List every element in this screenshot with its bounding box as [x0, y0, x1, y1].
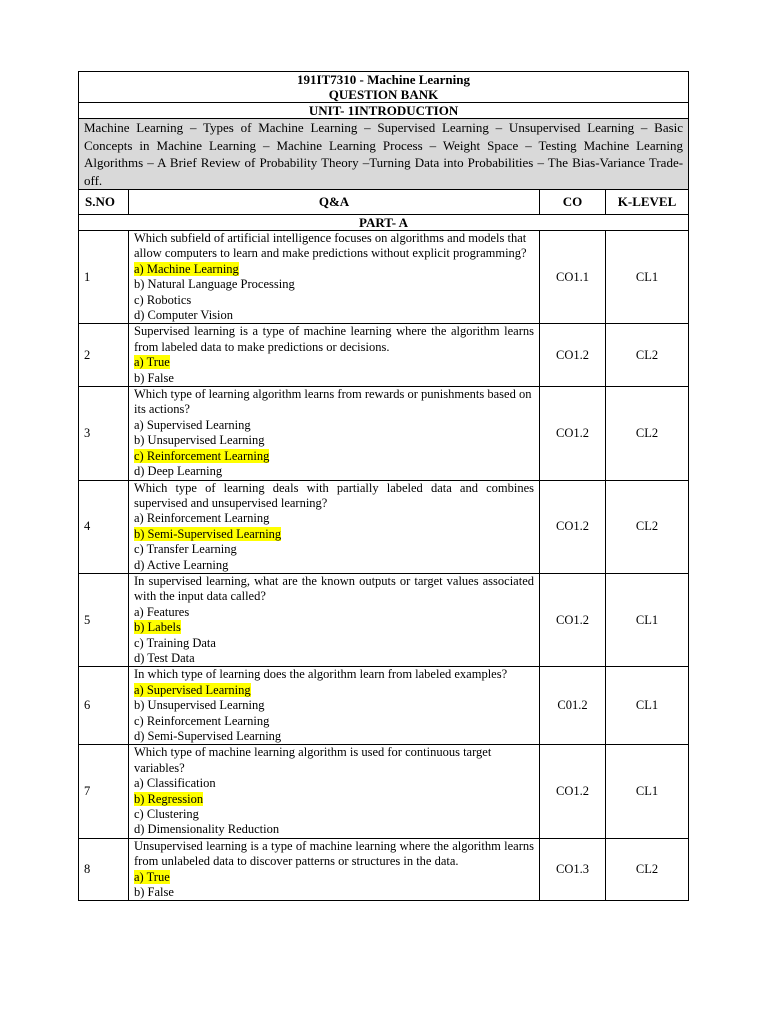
unit-topics: Machine Learning – Types of Machine Learning – Supervised Learning – Unsupervised Learning – Basic Concepts in Machine Learning – Machine Learning Process – Weight Space – Testing Machine Learning Algorithms – A Brief Review of Probability Theory –Turning Data into Probabilities – The Bias-Variance Trade-off. [79, 119, 689, 190]
answer-option [134, 729, 534, 744]
option-text: d) Test Data [134, 650, 195, 665]
option-text: a) True [134, 355, 170, 370]
title-row [79, 72, 689, 103]
option-text: c) Training Data [134, 635, 216, 650]
question-bank-title: QUESTION BANK [328, 87, 439, 102]
header-co: CO [540, 190, 606, 215]
answer-option [134, 807, 534, 822]
answer-option [134, 714, 534, 729]
knowledge-level: CL1 [606, 231, 689, 324]
answer-option [134, 822, 534, 837]
answer-option [134, 605, 534, 620]
course-outcome: CO1.1 [540, 231, 606, 324]
question-number: 2 [79, 324, 129, 387]
answer-option-correct [134, 683, 534, 698]
course-outcome: CO1.2 [540, 573, 606, 666]
question-number: 3 [79, 387, 129, 480]
question-row [79, 838, 689, 901]
answer-option-correct [134, 449, 534, 464]
knowledge-level: CL2 [606, 480, 689, 573]
answer-option [134, 371, 534, 386]
question-row [79, 480, 689, 573]
option-text: d) Deep Learning [134, 464, 223, 479]
answer-option [134, 308, 534, 323]
header-qa: Q&A [129, 190, 540, 215]
question-text: Which type of learning algorithm learns from rewards or punishments based on its actions? [134, 387, 532, 417]
answer-option-correct [134, 870, 534, 885]
question-text: In which type of learning does the algorithm learn from labeled examples? [134, 667, 508, 682]
question-cell [129, 573, 540, 666]
question-cell [129, 838, 540, 901]
option-text: d) Computer Vision [134, 308, 234, 323]
option-text: a) Classification [134, 776, 216, 791]
topics-row [79, 119, 689, 190]
answer-option-correct [134, 792, 534, 807]
option-text: b) Unsupervised Learning [134, 698, 265, 713]
question-row [79, 745, 689, 838]
course-outcome: CO1.2 [540, 480, 606, 573]
option-text: b) Regression [134, 791, 204, 806]
question-number: 5 [79, 573, 129, 666]
question-cell [129, 324, 540, 387]
part-title: PART- A [79, 215, 689, 231]
question-cell [129, 387, 540, 480]
course-outcome: CO1.2 [540, 324, 606, 387]
knowledge-level: CL1 [606, 745, 689, 838]
option-text: a) Reinforcement Learning [134, 511, 270, 526]
answer-option-correct [134, 262, 534, 277]
answer-option-correct [134, 355, 534, 370]
knowledge-level: CL2 [606, 324, 689, 387]
answer-option [134, 558, 534, 573]
answer-option [134, 698, 534, 713]
option-text: b) Natural Language Processing [134, 277, 295, 292]
option-text: b) Unsupervised Learning [134, 433, 265, 448]
question-text: Which type of learning deals with partially labeled data and combines supervised and unsupervised learning? [134, 480, 534, 510]
option-text: d) Dimensionality Reduction [134, 822, 280, 837]
option-text: b) False [134, 370, 174, 385]
answer-option [134, 636, 534, 651]
question-text: Which subfield of artificial intelligence focuses on algorithms and models that allow computers to learn and make predictions without explicit programming? [134, 231, 527, 261]
question-number: 8 [79, 838, 129, 901]
answer-option [134, 542, 534, 557]
option-text: a) Supervised Learning [134, 682, 251, 697]
column-header-row [79, 190, 689, 215]
question-number: 7 [79, 745, 129, 838]
option-text: c) Reinforcement Learning [134, 713, 270, 728]
knowledge-level: CL1 [606, 667, 689, 745]
answer-option [134, 464, 534, 479]
option-text: c) Robotics [134, 292, 192, 307]
question-row [79, 231, 689, 324]
option-text: b) Semi-Supervised Learning [134, 526, 282, 541]
knowledge-level: CL1 [606, 573, 689, 666]
course-title: 191IT7310 - Machine Learning [297, 72, 471, 87]
knowledge-level: CL2 [606, 387, 689, 480]
part-row [79, 215, 689, 231]
question-row [79, 387, 689, 480]
question-cell [129, 231, 540, 324]
question-text: Which type of machine learning algorithm is used for continuous target variables? [134, 745, 492, 775]
option-text: b) False [134, 885, 174, 900]
option-text: a) Supervised Learning [134, 417, 251, 432]
answer-option [134, 418, 534, 433]
answer-option [134, 277, 534, 292]
question-text: Unsupervised learning is a type of machine learning where the algorithm learns from unlabeled data to discover patterns or structures in the data. [134, 838, 534, 869]
option-text: b) Labels [134, 620, 181, 635]
question-number: 6 [79, 667, 129, 745]
question-row [79, 667, 689, 745]
answer-option [134, 433, 534, 448]
question-text: Supervised learning is a type of machine learning where the algorithm learns from labeled data to make predictions or decisions. [134, 324, 534, 354]
option-text: a) Machine Learning [134, 261, 239, 276]
course-outcome: CO1.2 [540, 745, 606, 838]
question-bank-table [78, 71, 689, 901]
course-outcome: C01.2 [540, 667, 606, 745]
option-text: c) Reinforcement Learning [134, 448, 270, 463]
unit-title: UNIT- 1INTRODUCTION [79, 103, 689, 119]
answer-option [134, 885, 534, 900]
option-text: d) Semi-Supervised Learning [134, 729, 282, 743]
option-text: a) True [134, 869, 170, 884]
question-cell [129, 745, 540, 838]
option-text: d) Active Learning [134, 557, 229, 572]
option-text: c) Clustering [134, 807, 199, 822]
option-text: c) Transfer Learning [134, 542, 237, 557]
question-cell [129, 480, 540, 573]
answer-option [134, 651, 534, 666]
question-cell [129, 667, 540, 745]
header-sno: S.NO [79, 190, 129, 215]
answer-option [134, 511, 534, 526]
course-outcome: CO1.2 [540, 387, 606, 480]
question-row [79, 573, 689, 666]
unit-row [79, 103, 689, 119]
option-text: a) Features [134, 604, 190, 619]
knowledge-level: CL2 [606, 838, 689, 901]
answer-option-correct [134, 620, 534, 635]
header-klevel: K-LEVEL [606, 190, 689, 215]
question-row [79, 324, 689, 387]
question-number: 1 [79, 231, 129, 324]
doc-title-cell [79, 72, 689, 103]
answer-option [134, 293, 534, 308]
question-text: In supervised learning, what are the known outputs or target values associated with the input data called? [134, 573, 534, 604]
question-number: 4 [79, 480, 129, 573]
answer-option-correct [134, 527, 534, 542]
course-outcome: CO1.3 [540, 838, 606, 901]
answer-option [134, 776, 534, 791]
